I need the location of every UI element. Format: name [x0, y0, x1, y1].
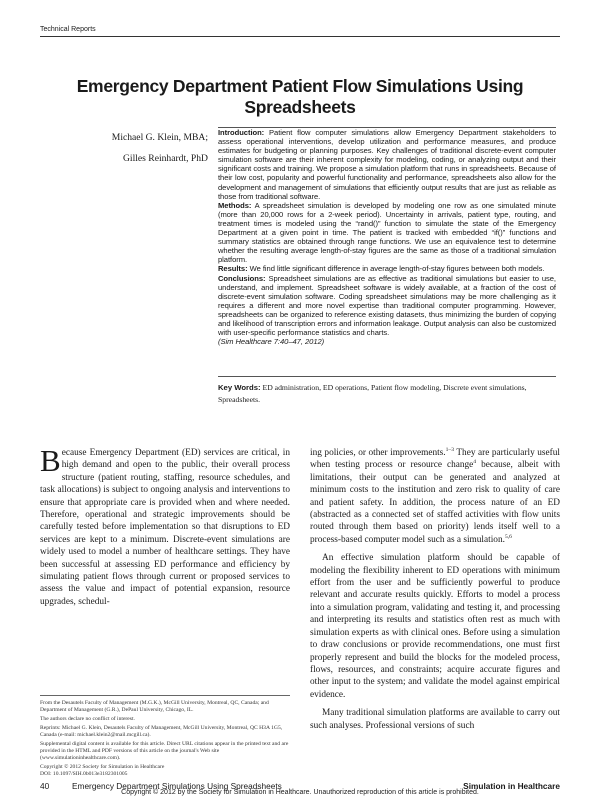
- footer-journal: Simulation in Healthcare: [463, 781, 560, 791]
- keywords-label: Key Words:: [218, 383, 261, 392]
- citation-superscript: 1–3: [445, 446, 454, 453]
- author-2: Gilles Reinhardt, PhD: [122, 153, 208, 164]
- footnote-copyright: Copyright © 2012 Society for Simulation in Healthcare: [40, 764, 165, 770]
- body-paragraph-2c: because, albeit with limitations, their output can be generated and analyzed at minimum costs to the institution and zero risk to quality of care and patient safety. In addition, the process nature of an ED (abstracted as a connected set of staffed activities with flow units routed through them based on priority) lends itself well to a process-based computer model such as a simulation.: [310, 460, 560, 545]
- abstract-bottom-rule: [218, 376, 556, 377]
- footnote-rule: [40, 695, 290, 696]
- citation-superscript: 4: [473, 459, 477, 466]
- author-1: Michael G. Klein, MBA;: [111, 132, 208, 143]
- footnote-doi: DOI: 10.1097/SIH.0b013e3182301005: [40, 771, 128, 777]
- footnote-reprints: Reprints: Michael G. Klein, Desautels Faculty of Management, McGill University, Montreal, QC H3A 1G5, Canada (e-mail: michael.klein2@mail.mcgill.ca).: [40, 725, 283, 738]
- body-paragraph-3: An effective simulation platform should be capable of modeling the flexibility inherent to ED operations with minimum effort from the user and be sufficiently powerful to produce relevant and accurate results quickly. Efforts to model a process into a simulation program, validating and testing it, and processing and interpreting its results and statistics often rest as much with simulation experts as with clinical ones. Before using a simulation to draw conclusions or provide recommendations, one must first properly represent and build the blocks for the modeled process, flows, resources, and constraints; acquire accurate figures and other input to the system; and validate the model against empirical evidence.: [310, 553, 560, 700]
- introduction-label: Introduction:: [218, 128, 265, 137]
- abstract-citation: (Sim Healthcare 7:40–47, 2012): [218, 337, 325, 347]
- drop-cap: B: [40, 443, 61, 478]
- footer-running-title: Emergency Department Simulations Using Spreadsheets: [72, 781, 282, 791]
- footnote-affiliation: From the Desautels Faculty of Management (M.G.K.), McGill University, Montreal, QC, Canada; and Department of Management (G.R.), DePaul University, Chicago, IL.: [40, 700, 269, 713]
- footnote-conflict: The authors declare no conflict of interest.: [40, 716, 135, 722]
- body-paragraph-1: ecause Emergency Department (ED) services are critical, in high demand and open to the public, their overall process structure (patient routing, staffing, resource schedules, and task allocations) is subject to ongoing analysis and interventions to ensure that appropriate care is provided when and where needed. Therefore, operational and strategic improvements should be carefully tested before implementation so that disruptions to ED services are kept to a minimum. Discrete-event simulations are widely used to model a number of healthcare settings. They have been successful at assessing ED performance and efficiency by simulating patient flows through current or proposed services to assess the value and impact of potential expansion, resource upgrades, schedul-: [40, 448, 290, 607]
- introduction-text: Patient flow computer simulations allow Emergency Department stakeholders to assess operational interventions, develop utilization and performance measures, and produce estimates for budgeting or planning purposes. Key challenges of traditional discrete-event computer simulation software are their inherent complexity for modeling, coding, or analyzing output and their significant costs and training. We propose a simulation platform that runs in spreadsheets. Because of their low cost, popularity and powerful functionality and performance, spreadsheets also allow for the development and management of simulations that efficiently output results that are just as reliable as those from traditional software.: [218, 128, 557, 201]
- header-rule: [40, 36, 560, 37]
- methods-label: Methods:: [218, 200, 252, 210]
- conclusions-label: Conclusions:: [218, 273, 266, 283]
- footnote-supplemental: Supplemental digital content is available for this article. Direct URL citations appear in the printed text and are provided in the HTML and PDF versions of this article on the journal's Web site (www.simulationinhealthcare.com).: [40, 741, 289, 761]
- running-head: Technical Reports: [40, 26, 96, 33]
- results-text: We find little significant difference in average length-of-stay figures between both models.: [249, 264, 545, 274]
- conclusions-text: Spreadsheet simulations are as effective as traditional simulations but easier to use, understand, and implement. Spreadsheet software is widely available, at a fraction of the cost of discrete-event simulation software. Coding spreadsheet simulations may be more challenging as it requires a different and more novel expertise than traditional computer programming. However, spreadsheets can be organized to reference existing datasets, thus minimizing the burden of copying and likelihood of transcription errors and information leakage. Output analysis can also be customized with user-specific performance statistics and charts.: [218, 273, 556, 338]
- keywords-text: ED administration, ED operations, Patient flow modeling, Discrete event simulations, Spreadsheets.: [218, 383, 527, 404]
- article-title: Emergency Department Patient Flow Simulations Using Spreadsheets: [76, 76, 524, 117]
- body-paragraph-2a: ing policies, or other improvements.: [310, 448, 446, 458]
- citation-superscript: 5,6: [504, 533, 512, 540]
- body-paragraph-2b: They are particularly useful when testing process or resource change: [310, 448, 560, 471]
- keywords: [218, 382, 556, 406]
- body-column-right: [310, 447, 560, 732]
- methods-text: A spreadsheet simulation is developed by modeling one row as one simulated minute (more than 20,000 rows for a 2-week period). Uncertainty in arrivals, patient type, routing, and treatment times is modeled using the “rand()” function to simulate the state of the Emergency Department at a given point in time. The patient is tracked with embedded “if()” functions and summary statistics are obtained through range functions. We use an equivalence test to determine whether the resulting average length-of-stay figures are the same as those of a traditional simulation platform.: [218, 200, 557, 265]
- body-column-left: [40, 443, 290, 608]
- results-label: Results:: [218, 264, 248, 274]
- page-number: 40: [40, 781, 50, 791]
- abstract: [218, 128, 556, 346]
- copyright-notice: Copyright © 2012 by the Society for Simulation in Healthcare. Unauthorized reproduction of this article is prohibited.: [121, 789, 479, 796]
- body-paragraph-4: Many traditional simulation platforms are available to carry out such analyses. Professional versions of such: [310, 708, 560, 731]
